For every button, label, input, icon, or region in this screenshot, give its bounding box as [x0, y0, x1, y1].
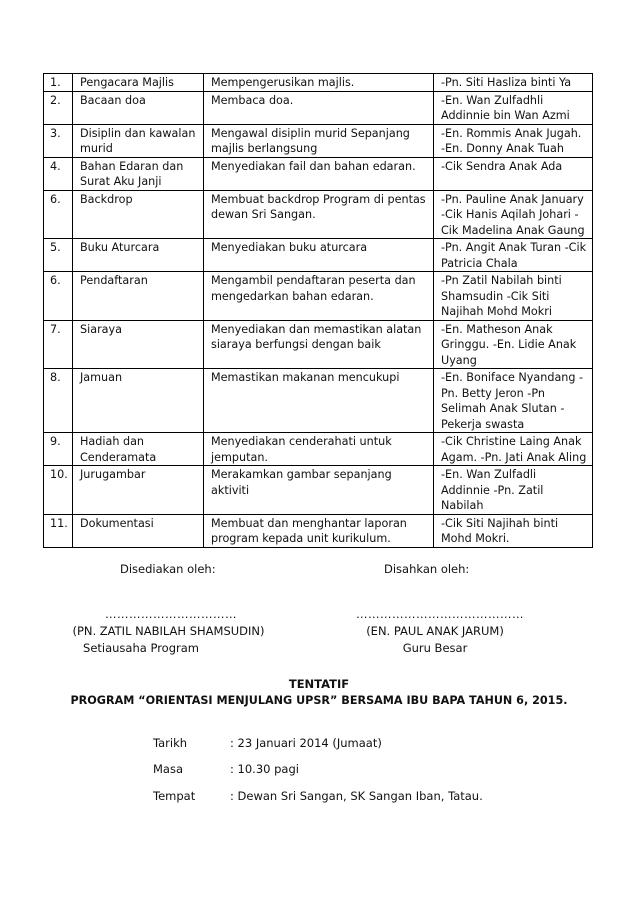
table-row — [44, 157, 593, 190]
row-person-in-charge: -Cik Christine Laing Anak Agam. -Pn. Jati Anak Aling — [434, 433, 593, 466]
table-row — [44, 320, 593, 369]
row-description: Menyediakan cenderahati untuk jemputan. — [204, 433, 434, 466]
info-value-date: : 23 Januari 2014 (Jumaat) — [230, 736, 382, 750]
row-task: Backdrop — [73, 190, 204, 239]
prepared-name: (PN. ZATIL NABILAH SHAMSUDIN) — [72, 624, 265, 638]
row-number: 6. — [44, 190, 73, 239]
row-task: Bacaan doa — [73, 91, 204, 124]
prepared-role: Setiausaha Program — [83, 641, 199, 655]
row-task: Jamuan — [73, 369, 204, 433]
info-key-venue: Tempat — [153, 789, 196, 803]
row-person-in-charge: -Pn. Angit Anak Turan -Cik Patricia Chala — [434, 239, 593, 272]
table-row — [44, 514, 593, 547]
duty-table — [43, 73, 593, 548]
row-person-in-charge: -Cik Siti Najihah binti Mohd Mokri. — [434, 514, 593, 547]
prepared-signature-line: …………………………… — [105, 607, 237, 621]
row-number: 8. — [44, 369, 73, 433]
row-person-in-charge: -Pn. Siti Hasliza binti Ya — [434, 74, 593, 92]
row-number: 3. — [44, 124, 73, 157]
prepared-by-label: Disediakan oleh: — [120, 562, 216, 576]
row-person-in-charge: -En. Wan Zulfadli Addinnie -Pn. Zatil Nabilah — [434, 466, 593, 515]
row-task: Hadiah dan Cenderamata — [73, 433, 204, 466]
table-row — [44, 433, 593, 466]
row-number: 10. — [44, 466, 73, 515]
row-description: Menyediakan dan memastikan alatan siaraya berfungsi dengan baik — [204, 320, 434, 369]
row-description: Membuat dan menghantar laporan program kepada unit kurikulum. — [204, 514, 434, 547]
table-row — [44, 190, 593, 239]
info-key-time: Masa — [153, 762, 184, 776]
row-number: 9. — [44, 433, 73, 466]
row-task: Jurugambar — [73, 466, 204, 515]
table-row — [44, 74, 593, 92]
info-value-time: : 10.30 pagi — [230, 762, 299, 776]
row-number: 11. — [44, 514, 73, 547]
approved-by-label: Disahkan oleh: — [384, 562, 470, 576]
row-person-in-charge: -Pn Zatil Nabilah binti Shamsudin -Cik Siti Najihah Mohd Mokri — [434, 272, 593, 321]
approved-signature-line: …………………………………… — [356, 607, 524, 621]
row-description: Membaca doa. — [204, 91, 434, 124]
row-description: Merakamkan gambar sepanjang aktiviti — [204, 466, 434, 515]
row-person-in-charge: -Pn. Pauline Anak January -Cik Hanis Aqilah Johari -Cik Madelina Anak Gaung — [434, 190, 593, 239]
duty-table-body — [44, 74, 593, 548]
row-person-in-charge: -Cik Sendra Anak Ada — [434, 157, 593, 190]
tentatif-heading: TENTATIF — [288, 677, 350, 691]
row-number: 2. — [44, 91, 73, 124]
table-row — [44, 272, 593, 321]
approved-role: Guru Besar — [402, 641, 468, 655]
row-description: Menyediakan fail dan bahan edaran. — [204, 157, 434, 190]
row-description: Mempengerusikan majlis. — [204, 74, 434, 92]
prepared-signature-block — [56, 606, 286, 657]
row-description: Menyediakan buku aturcara — [204, 239, 434, 272]
row-task: Pengacara Majlis — [73, 74, 204, 92]
row-person-in-charge: -En. Rommis Anak Jugah. -En. Donny Anak Tuah — [434, 124, 593, 157]
row-number: 5. — [44, 239, 73, 272]
approved-signature-block — [330, 606, 550, 657]
row-task: Pendaftaran — [73, 272, 204, 321]
row-number: 4. — [44, 157, 73, 190]
row-task: Bahan Edaran dan Surat Aku Janji — [73, 157, 204, 190]
row-description: Membuat backdrop Program di pentas dewan Sri Sangan. — [204, 190, 434, 239]
row-person-in-charge: -En. Boniface Nyandang -Pn. Betty Jeron -Pn Selimah Anak Slutan -Pekerja swasta — [434, 369, 593, 433]
table-row — [44, 91, 593, 124]
row-person-in-charge: -En. Wan Zulfadhli Addinnie bin Wan Azmi — [434, 91, 593, 124]
row-person-in-charge: -En. Matheson Anak Gringgu. -En. Lidie Anak Uyang — [434, 320, 593, 369]
row-task: Disiplin dan kawalan murid — [73, 124, 204, 157]
row-number: 1. — [44, 74, 73, 92]
info-value-venue: : Dewan Sri Sangan, SK Sangan Iban, Tatau. — [230, 789, 483, 803]
row-description: Mengawal disiplin murid Sepanjang majlis berlangsung — [204, 124, 434, 157]
program-title: PROGRAM “ORIENTASI MENJULANG UPSR” BERSAMA IBU BAPA TAHUN 6, 2015. — [70, 694, 568, 707]
approved-name: (EN. PAUL ANAK JARUM) — [366, 624, 504, 638]
row-number: 7. — [44, 320, 73, 369]
table-row — [44, 239, 593, 272]
table-row — [44, 369, 593, 433]
row-description: Mengambil pendaftaran peserta dan mengedarkan bahan edaran. — [204, 272, 434, 321]
row-task: Siaraya — [73, 320, 204, 369]
table-row — [44, 124, 593, 157]
info-key-date: Tarikh — [153, 736, 188, 750]
row-number: 6. — [44, 272, 73, 321]
row-task: Dokumentasi — [73, 514, 204, 547]
table-row — [44, 466, 593, 515]
row-description: Memastikan makanan mencukupi — [204, 369, 434, 433]
row-task: Buku Aturcara — [73, 239, 204, 272]
